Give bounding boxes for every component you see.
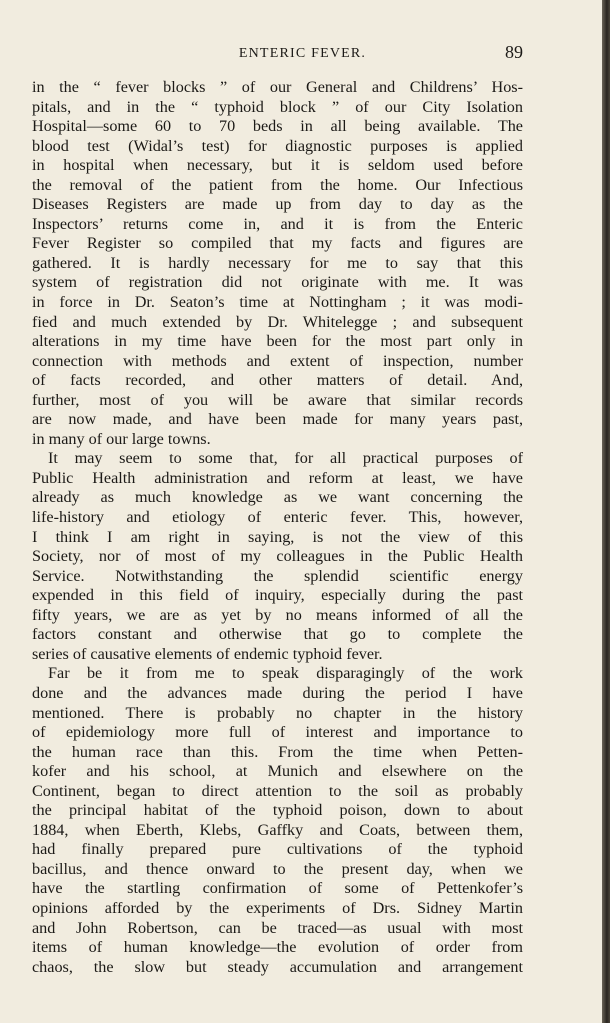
text-line: Far be it from me to speak disparagingly of the work — [48, 664, 523, 683]
text-line: further, most of you will be aware that similar records — [32, 390, 523, 409]
text-line: items of human knowledge—the evolution of order from — [32, 938, 523, 957]
page-header — [32, 42, 523, 66]
text-line: opinions afforded by the experiments of Drs. Sidney Martin — [32, 898, 523, 917]
text-line: series of causative elements of endemic typhoid fever. — [32, 644, 383, 663]
text-line: Diseases Registers are made up from day to day as the — [32, 195, 523, 214]
text-line: Hospital—some 60 to 70 beds in all being available. The — [32, 117, 523, 136]
text-line: have the startling confirmation of some of Pettenkofer’s — [32, 879, 523, 898]
text-line: had finally prepared pure cultivations of the typhoid — [32, 840, 523, 859]
text-line: blood test (Widal’s test) for diagnostic purposes is applied — [32, 136, 523, 155]
text-line: Service. Notwithstanding the splendid scientific energy — [32, 566, 523, 585]
text-line: bacillus, and thence onward to the present day, when we — [32, 859, 523, 878]
text-line: system of registration did not originate with me. It was — [32, 273, 523, 292]
text-line: the removal of the patient from the home. Our Infectious — [32, 175, 523, 194]
text-line: fied and much extended by Dr. Whitelegge ; and subsequent — [32, 312, 523, 331]
text-line: the human race than this. From the time when Petten- — [32, 742, 523, 761]
text-line: Inspectors’ returns come in, and it is from the Enteric — [32, 214, 523, 233]
text-line: alterations in my time have been for the most part only in — [32, 332, 523, 351]
text-line: chaos, the slow but steady accumulation and arrangement — [32, 957, 523, 976]
text-line: I think I am right in saying, is not the view of this — [32, 527, 523, 546]
page-number: 89 — [505, 42, 523, 62]
text-line: already as much knowledge as we want concerning the — [32, 488, 523, 507]
text-line: It may seem to some that, for all practical purposes of — [48, 449, 523, 468]
text-line: Society, nor of most of my colleagues in the Public Health — [32, 547, 523, 566]
text-line: 1884, when Eberth, Klebs, Gaffky and Coats, between them, — [32, 820, 523, 839]
text-line: gathered. It is hardly necessary for me to say that this — [32, 253, 523, 272]
text-line: pitals, and in the “ typhoid block ” of our City Isolation — [32, 97, 523, 116]
text-line: mentioned. There is probably no chapter in the history — [32, 703, 523, 722]
text-line: connection with methods and extent of inspection, number — [32, 351, 523, 370]
text-line: expended in this field of inquiry, especially during the past — [32, 586, 523, 605]
text-line: of facts recorded, and other matters of detail. And, — [32, 371, 523, 390]
text-line: Fever Register so compiled that my facts and figures are — [32, 234, 523, 253]
text-line: Public Health administration and reform at least, we have — [32, 468, 523, 487]
text-line: and John Robertson, can be traced—as usual with most — [32, 918, 523, 937]
text-line: in hospital when necessary, but it is seldom used before — [32, 156, 523, 175]
text-line: kofer and his school, at Munich and elsewhere on the — [32, 762, 523, 781]
page-edge-shadow — [602, 0, 610, 1023]
text-line: are now made, and have been made for many years past, — [32, 410, 523, 429]
running-head: ENTERIC FEVER. — [238, 46, 367, 61]
text-line: factors constant and otherwise that go to complete the — [32, 625, 523, 644]
text-line: life-history and etiology of enteric fever. This, however, — [32, 508, 523, 527]
text-line: Continent, began to direct attention to the soil as probably — [32, 781, 523, 800]
text-line: in force in Dr. Seaton’s time at Nottingham ; it was modi- — [32, 293, 523, 312]
text-line: in many of our large towns. — [32, 429, 211, 448]
text-line: in the “ fever blocks ” of our General and Childrens’ Hos- — [32, 78, 523, 96]
body-text — [32, 78, 523, 977]
text-line: of epidemiology more full of interest and importance to — [32, 723, 523, 742]
text-line: done and the advances made during the period I have — [32, 683, 523, 702]
text-line: the principal habitat of the typhoid poison, down to about — [32, 801, 523, 820]
text-line: fifty years, we are as yet by no means informed of all the — [32, 605, 523, 624]
